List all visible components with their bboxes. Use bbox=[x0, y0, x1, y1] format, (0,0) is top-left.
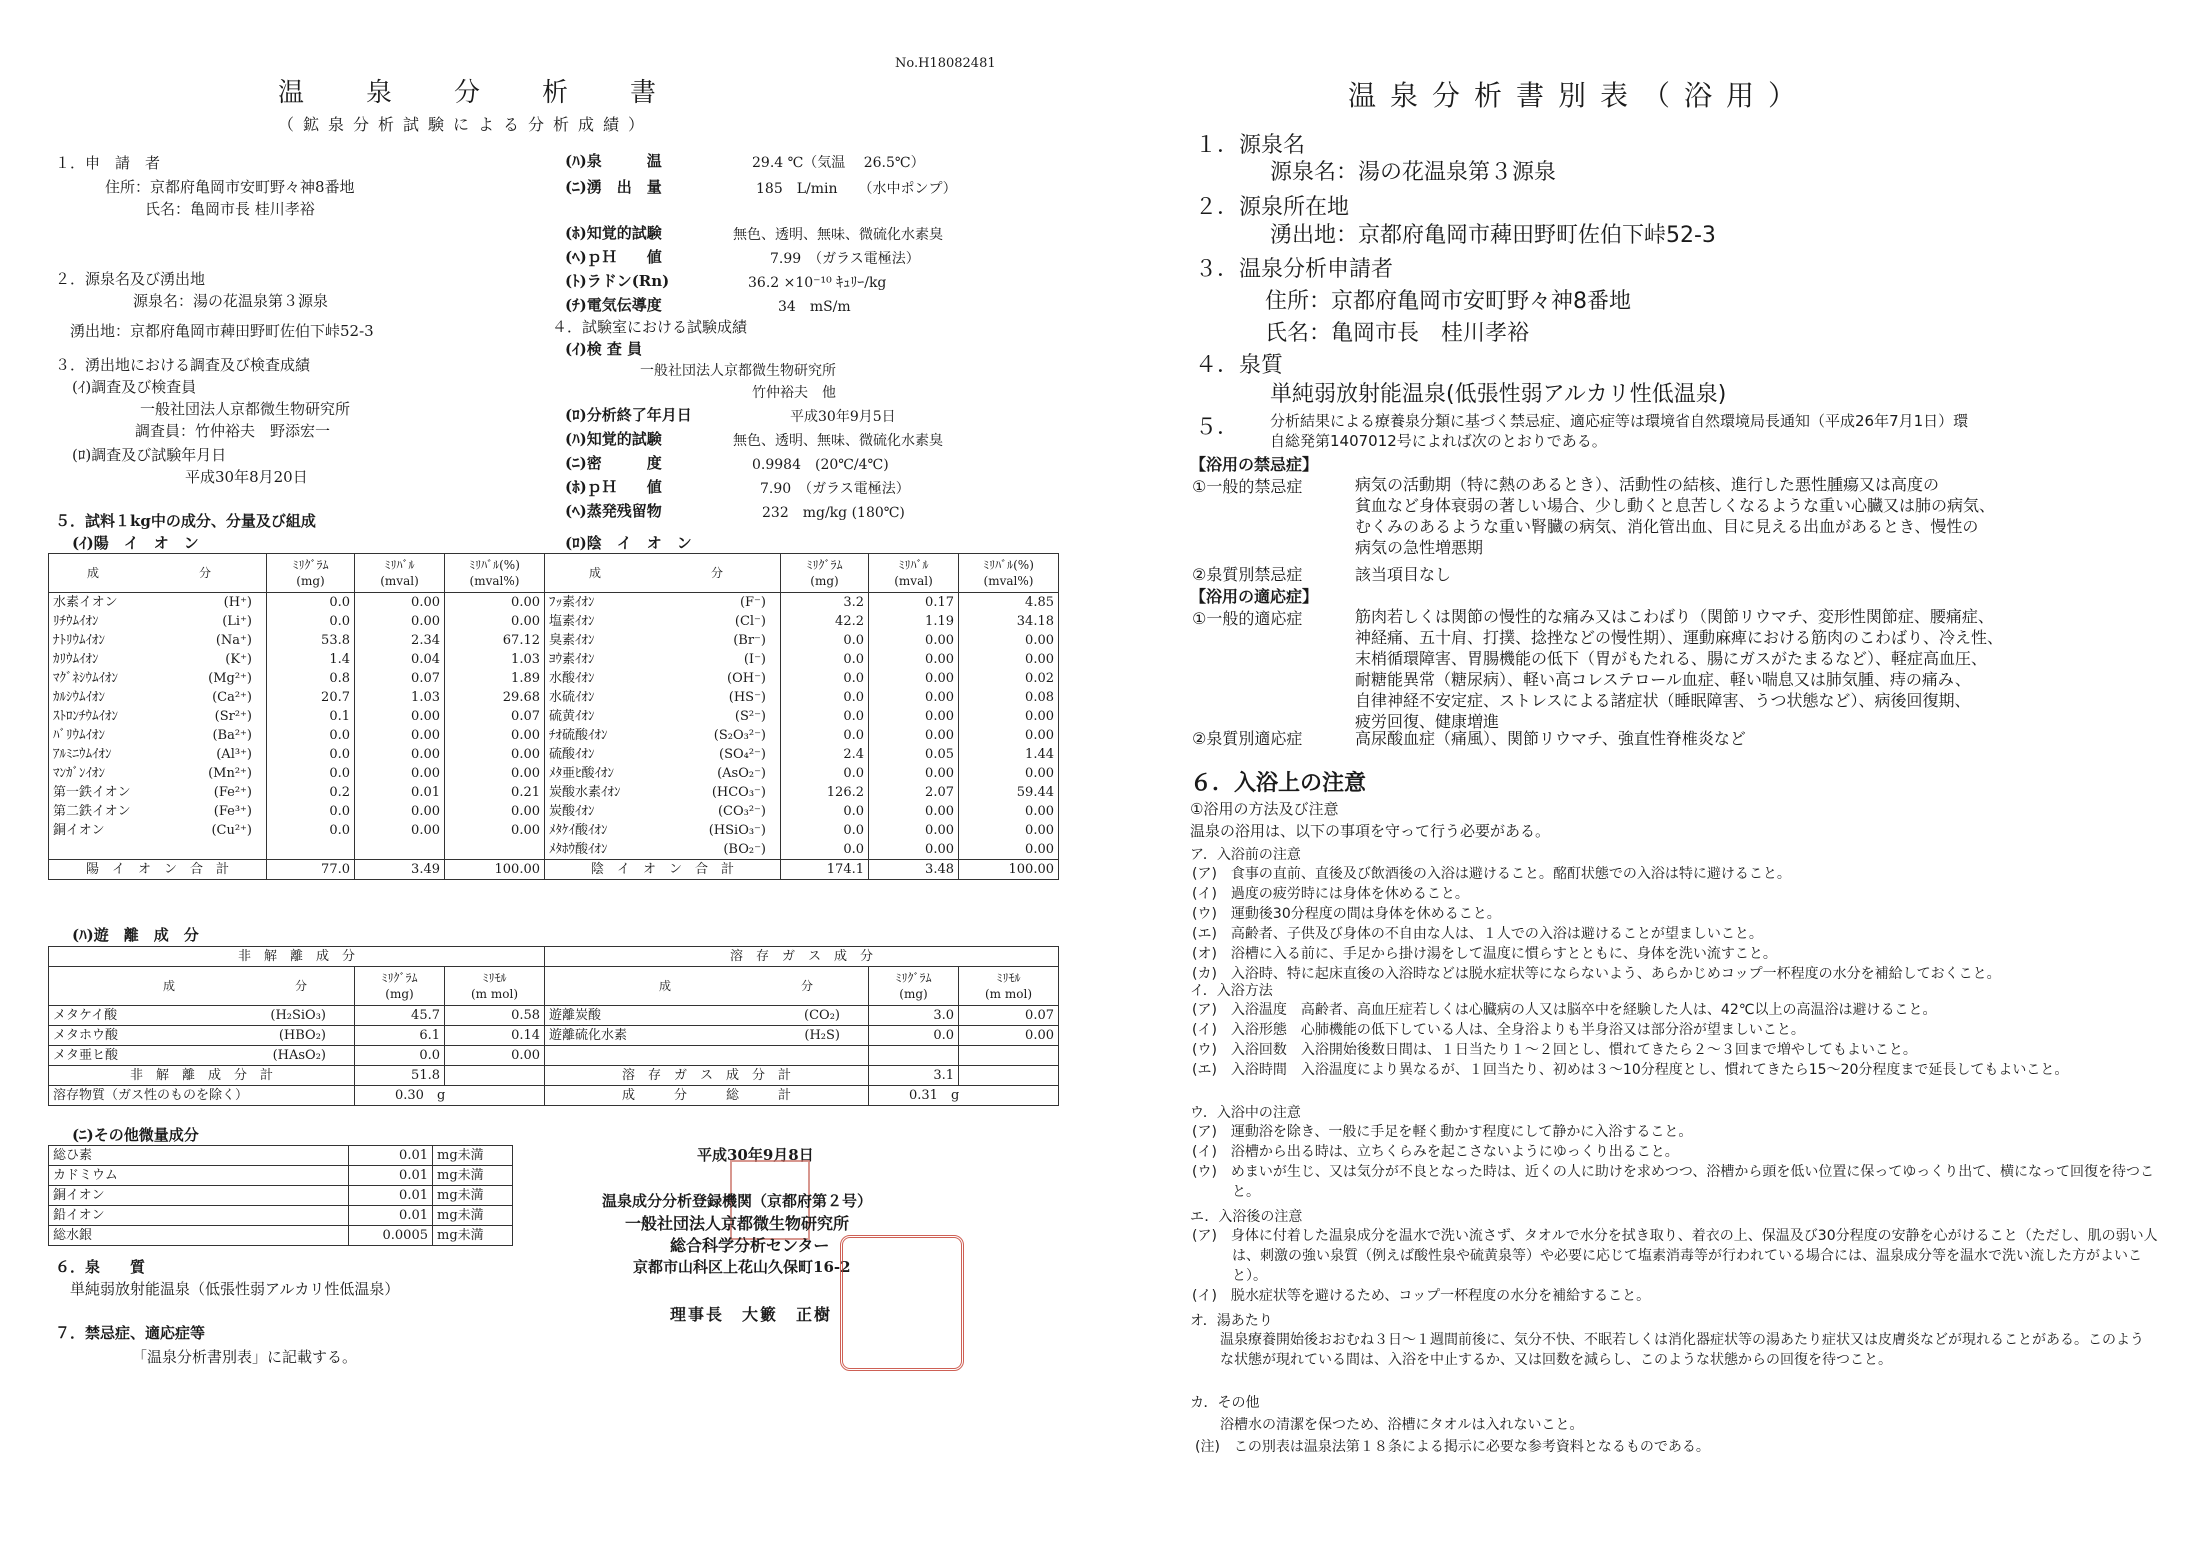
lab-label-4: (ﾎ)ｐＨ 値 bbox=[565, 478, 662, 496]
contra-general-label: ①一般的禁忌症 bbox=[1192, 477, 1303, 496]
r-s2-text: 湧出地：京都府亀岡市薭田野町佐伯下峠52-3 bbox=[1270, 223, 1716, 248]
list-item: (エ) 入浴時間 入浴温度により異なるが、１回当たり、初めは３～10分程度とし、慣れてきたら15～20分程度まで延長してもよいこと。 bbox=[1192, 1062, 2069, 1078]
ion-name: 第一鉄イオン bbox=[53, 785, 131, 800]
trace-table bbox=[48, 1145, 513, 1246]
r-s1-text: 源泉名：湯の花温泉第３源泉 bbox=[1270, 160, 1557, 185]
lab-label-2: (ﾊ)知覚的試験 bbox=[565, 430, 662, 448]
list-item: (イ) 過度の疲労時には身体を休めること。 bbox=[1192, 886, 1469, 902]
ion-symbol: (Sr²⁺) bbox=[214, 709, 252, 724]
solute-row: 溶存物質（ガス性のものを除く） 0.30 g bbox=[49, 1086, 545, 1106]
r-s3-address: 住所：京都府亀岡市安町野々神8番地 bbox=[1265, 289, 1631, 314]
applicant-address: 住所：京都府亀岡市安町野々神8番地 bbox=[105, 178, 355, 196]
k-heading: カ．その他 bbox=[1190, 1395, 1260, 1411]
e-heading: エ．入浴後の注意 bbox=[1190, 1209, 1303, 1225]
list-item: (イ) 脱水症状等を避けるため、コップ一杯程度の水分を補給すること。 bbox=[1192, 1288, 1651, 1304]
lab-value-1: 平成30年9月5日 bbox=[790, 409, 896, 425]
trace-heading: (ﾆ)その他微量成分 bbox=[72, 1126, 199, 1144]
table-row: 遊離炭酸 (CO₂) 3.0 0.07 bbox=[545, 1006, 1059, 1026]
field-value-3: 無色、透明、無味、微硫化水素臭 bbox=[733, 227, 943, 243]
r-s5-line2: 自総発第1407012号によれば次のとおりである。 bbox=[1270, 432, 1607, 450]
table-row: 炭酸水素ｲｵﾝ (HCO₃⁻) 126.2 2.07 59.44 bbox=[545, 783, 1059, 802]
component-name: メタ亜ヒ酸 bbox=[53, 1048, 119, 1063]
ion-name: 水酸ｲｵﾝ bbox=[549, 671, 595, 686]
s4-org: 一般社団法人京都微生物研究所 bbox=[640, 363, 836, 379]
anion-col-pct: ﾐﾘﾊﾞﾙ(%) (mval%) bbox=[959, 554, 1059, 593]
ion-symbol: (Na⁺) bbox=[215, 633, 252, 648]
anion-heading: (ﾛ)陰 イ オ ン bbox=[565, 534, 692, 552]
table-row: カドミウム 0.01 mg未満 bbox=[49, 1166, 513, 1186]
list-item: 筋肉若しくは関節の慢性的な痛み又はこわばり（関節リウマチ、変形性関節症、腰痛症、 bbox=[1355, 607, 1994, 626]
r-s6-sub: ①浴用の方法及び注意 bbox=[1190, 800, 1339, 818]
ion-col-mg: ﾐﾘｸﾞﾗﾑ (mg) bbox=[267, 554, 355, 593]
ion-name: ﾒﾀﾎｳ酸ｲｵﾝ bbox=[549, 842, 608, 857]
ion-symbol: (Fe³⁺) bbox=[213, 804, 252, 819]
report-title: 温泉分析書 bbox=[278, 78, 719, 108]
ion-symbol: (Ba²⁺) bbox=[212, 728, 252, 743]
issue-date: 平成30年9月8日 bbox=[697, 1146, 814, 1164]
free-heading: (ﾊ)遊 離 成 分 bbox=[72, 926, 199, 944]
ion-name: 水硫ｲｵﾝ bbox=[549, 690, 595, 705]
field-label-6: (ﾁ)電気伝導度 bbox=[565, 296, 662, 314]
anion-col-mg: ﾐﾘｸﾞﾗﾑ (mg) bbox=[781, 554, 869, 593]
nondiss-total-row: 非 解 離 成 分 計 51.8 bbox=[49, 1066, 545, 1086]
nondissociated-table bbox=[48, 946, 545, 1106]
a-items bbox=[1192, 864, 2001, 984]
i-items bbox=[1192, 1000, 2152, 1080]
anion-table-header bbox=[545, 554, 1059, 593]
field-value-4: 7.99 （ガラス電極法） bbox=[770, 251, 920, 267]
cation-table bbox=[48, 553, 545, 880]
list-item: 疲労回復、健康増進 bbox=[1355, 712, 1500, 731]
lab-value-3: 0.9984 (20℃/4℃) bbox=[752, 457, 889, 473]
ion-symbol: (AsO₂⁻) bbox=[717, 766, 766, 781]
ion-symbol: (CO₃²⁻) bbox=[717, 804, 766, 819]
r-s6-intro: 温泉の浴用は、以下の事項を守って行う必要がある。 bbox=[1190, 822, 1551, 840]
lab-label-1: (ﾛ)分析終了年月日 bbox=[565, 406, 692, 424]
lab-value-5: 232 mg/kg (180℃) bbox=[762, 505, 905, 521]
table-row: ﾏﾝｶﾞﾝｲｵﾝ (Mn²⁺) 0.0 0.00 0.00 bbox=[49, 764, 545, 783]
table-row: メタホウ酸 (HBO₂) 6.1 0.14 bbox=[49, 1026, 545, 1046]
dissolved-gas-table bbox=[544, 946, 1059, 1106]
o-text: 温泉療養開始後おおむね３日～１週間前後に、気分不快、不眠若しくは消化器症状等の湯あたり症状又は皮膚炎などが現れることがある。このような状態が現れている間は、入浴を中止するか、又は回数を減らし、このような状態からの回復を待つこと。 bbox=[1220, 1332, 2144, 1368]
list-item: (ウ) めまいが生じ、又は気分が不良となった時は、近くの人に助けを求めつつ、浴槽から頭を低い位置に保ってゆっくり出て、横になって回復を待つこと。 bbox=[1192, 1164, 2154, 1200]
ion-symbol: (S²⁻) bbox=[734, 709, 766, 724]
anion-table bbox=[544, 553, 1059, 880]
list-item: 耐糖能異常（糖尿病）、軽い高コレステロール血症、軽い喘息又は肺気腫、痔の痛み、 bbox=[1355, 670, 1971, 689]
ion-name: 炭酸ｲｵﾝ bbox=[549, 804, 595, 819]
table-row: 臭素ｲｵﾝ (Br⁻) 0.0 0.00 0.00 bbox=[545, 631, 1059, 650]
nondiss-heading-row: 非 解 離 成 分 bbox=[49, 947, 545, 967]
e-items bbox=[1192, 1226, 2172, 1306]
ion-name: 炭酸水素ｲｵﾝ bbox=[549, 785, 621, 800]
list-item: (イ) 浴槽から出る時は、立ちくらみを起こさないようにゆっくり出ること。 bbox=[1192, 1144, 1679, 1160]
gas-empty-row bbox=[545, 1046, 1059, 1066]
ion-symbol: (Mn²⁺) bbox=[208, 766, 252, 781]
s3-heading: ３．湧出地における調査及び検査成績 bbox=[55, 356, 311, 374]
table-row: ﾖｳ素ｲｵﾝ (I⁻) 0.0 0.00 0.00 bbox=[545, 650, 1059, 669]
table-row: 銅イオン 0.01 mg未満 bbox=[49, 1186, 513, 1206]
ion-name: ﾒﾀ亜ﾋ酸ｲｵﾝ bbox=[549, 766, 615, 781]
i-heading: イ．入浴方法 bbox=[1190, 983, 1273, 999]
anion-col-mval: ﾐﾘﾊﾞﾙ (mval) bbox=[869, 554, 959, 593]
field-label-4: (ﾍ)ｐＨ 値 bbox=[565, 248, 662, 266]
cation-total-row: 陽 イ オ ン 合 計 77.0 3.49 100.00 bbox=[49, 860, 545, 880]
o-heading: オ．湯あたり bbox=[1190, 1313, 1273, 1329]
ion-name: ﾌｯ素ｲｵﾝ bbox=[549, 595, 595, 610]
table-row: 炭酸ｲｵﾝ (CO₃²⁻) 0.0 0.00 0.00 bbox=[545, 802, 1059, 821]
table-row: 硫黄ｲｵﾝ (S²⁻) 0.0 0.00 0.00 bbox=[545, 707, 1059, 726]
ion-symbol: (Ca²⁺) bbox=[212, 690, 252, 705]
anion-col-component: 成 分 bbox=[545, 554, 781, 593]
table-row: ｱﾙﾐﾆｳﾑｲｵﾝ (Al³⁺) 0.0 0.00 0.00 bbox=[49, 745, 545, 764]
component-name: 遊離炭酸 bbox=[549, 1008, 602, 1023]
field-label-1: (ﾊ)泉 温 bbox=[565, 152, 662, 170]
component-name: 遊離硫化水素 bbox=[549, 1028, 628, 1043]
ion-name: 水素イオン bbox=[53, 595, 118, 610]
r-s6-heading: ６．入浴上の注意 bbox=[1190, 771, 1367, 796]
ion-symbol: (Fe²⁺) bbox=[213, 785, 252, 800]
table-row: 総ひ素 0.01 mg未満 bbox=[49, 1146, 513, 1166]
indic-heading: 【浴用の適応症】 bbox=[1190, 587, 1319, 606]
r-s5-line1: 分析結果による療養泉分類に基づく禁忌症、適応症等は環境省自然環境局長通知（平成26年7月1日）環 bbox=[1270, 412, 1969, 430]
table-row: メタ亜ヒ酸 (HAsO₂) 0.0 0.00 bbox=[49, 1046, 545, 1066]
list-item: (カ) 入浴時、特に起床直後の入浴時などは脱水症状等にならないよう、あらかじめコップ一杯程度の水分を補給しておくこと。 bbox=[1192, 966, 2001, 982]
nondiss-header: 成 分 ﾐﾘｸﾞﾗﾑ (mg) ﾐﾘﾓﾙ (m mol) bbox=[49, 967, 545, 1006]
list-item: (オ) 浴槽に入る前に、手足から掛け湯をして温度に慣らすとともに、身体を洗い流すこと。 bbox=[1192, 946, 1777, 962]
table-row: 水酸ｲｵﾝ (OH⁻) 0.0 0.00 0.02 bbox=[545, 669, 1059, 688]
u-heading: ウ．入浴中の注意 bbox=[1190, 1105, 1301, 1121]
ion-name: ｽﾄﾛﾝﾁｳﾑｲｵﾝ bbox=[53, 709, 118, 724]
field-label-2: (ﾆ)湧 出 量 bbox=[565, 178, 662, 196]
component-name: メタホウ酸 bbox=[53, 1028, 119, 1043]
s2-heading: ２．源泉名及び湧出地 bbox=[55, 270, 206, 288]
ion-name: ﾅﾄﾘｳﾑｲｵﾝ bbox=[53, 633, 105, 648]
ion-symbol: (H⁺) bbox=[223, 595, 252, 610]
ion-col-mval: ﾐﾘﾊﾞﾙ (mval) bbox=[355, 554, 445, 593]
s7-heading: ７．禁忌症、適応症等 bbox=[55, 1324, 206, 1342]
table-row: 硫酸ｲｵﾝ (SO₄²⁻) 2.4 0.05 1.44 bbox=[545, 745, 1059, 764]
field-value-6: 34 mS/m bbox=[778, 299, 851, 315]
list-item: 貧血など身体衰弱の著しい場合、少し動くと息苦しくなるような重い心臓又は肺の病気、 bbox=[1355, 496, 1996, 515]
table-row: 鉛イオン 0.01 mg未満 bbox=[49, 1206, 513, 1226]
s3-date: 平成30年8月20日 bbox=[185, 468, 308, 486]
field-label-5: (ﾄ)ラドン(Rn) bbox=[565, 272, 670, 290]
issuer-line3: 総合科学分析センター bbox=[670, 1236, 830, 1255]
table-row bbox=[49, 840, 545, 860]
list-item: 病気の活動期（特に熱のあるとき）、活動性の結核、進行した悪性腫瘍又は高度の bbox=[1355, 475, 1940, 494]
table-row: 遊離硫化水素 (H₂S) 0.0 0.00 bbox=[545, 1026, 1059, 1046]
contra-specific-text: 該当項目なし bbox=[1355, 565, 1452, 584]
r-s3-name: 氏名：亀岡市長 桂川孝裕 bbox=[1265, 321, 1530, 346]
lab-value-2: 無色、透明、無味、微硫化水素臭 bbox=[733, 433, 943, 449]
ion-name: ﾊﾞﾘｳﾑｲｵﾝ bbox=[53, 728, 105, 743]
ion-symbol: (I⁻) bbox=[743, 652, 766, 667]
s6-heading: ６．泉 質 bbox=[55, 1258, 146, 1276]
s7-text: 「温泉分析書別表」に記載する。 bbox=[132, 1348, 358, 1366]
list-item: (イ) 入浴形態 心肺機能の低下している人は、全身浴よりも半身浴又は部分浴が望ましいこと。 bbox=[1192, 1022, 1805, 1038]
ion-symbol: (Cl⁻) bbox=[734, 614, 766, 629]
list-item: (ア) 身体に付着した温泉成分を温水で洗い流さず、タオルで水分を拭き取り、着衣の上、保温及び30分程度の安静を心がけること（ただし、肌の弱い人は、刺激の強い泉質（例えば酸性泉や硫黄泉等）や必要に応じて塩素消毒等が行われている場合には、温泉成分等を温水で洗い流した方がよいこと）。 bbox=[1192, 1228, 2158, 1284]
s3-org: 一般社団法人京都微生物研究所 bbox=[140, 400, 351, 418]
lab-label-5: (ﾍ)蒸発残留物 bbox=[565, 502, 662, 520]
s3-sub-i: (ｲ)調査及び検査員 bbox=[72, 378, 197, 396]
table-row: ﾒﾀﾎｳ酸ｲｵﾝ (BO₂⁻) 0.0 0.00 0.00 bbox=[545, 840, 1059, 860]
ion-symbol: (Br⁻) bbox=[733, 633, 766, 648]
list-item: (エ) 高齢者、子供及び身体の不自由な人は、１人での入浴は避けることが望ましいこと。 bbox=[1192, 926, 1763, 942]
table-row: ﾊﾞﾘｳﾑｲｵﾝ (Ba²⁺) 0.0 0.00 0.00 bbox=[49, 726, 545, 745]
ion-name: 銅イオン bbox=[53, 823, 105, 838]
component-formula: (H₂S) bbox=[804, 1028, 840, 1043]
s4-sub-i: (ｲ)検 査 員 bbox=[565, 340, 643, 358]
table-row: ｶﾘｳﾑｲｵﾝ (K⁺) 1.4 0.04 1.03 bbox=[49, 650, 545, 669]
s3-inspectors: 調査員：竹仲裕夫 野添宏一 bbox=[135, 422, 331, 440]
ion-symbol: (Mg²⁺) bbox=[208, 671, 252, 686]
gas-heading-row: 溶 存 ガ ス 成 分 bbox=[545, 947, 1059, 967]
s4-inspector: 竹仲裕夫 他 bbox=[752, 385, 836, 401]
table-row: 水素イオン (H⁺) 0.0 0.00 0.00 bbox=[49, 593, 545, 613]
issuer-line4: 京都市山科区上花山久保町16-2 bbox=[633, 1258, 851, 1276]
table-row: 総水銀 0.0005 mg未満 bbox=[49, 1226, 513, 1246]
gas-header: 成 分 ﾐﾘｸﾞﾗﾑ (mg) ﾐﾘﾓﾙ (m mol) bbox=[545, 967, 1059, 1006]
ion-name: ﾒﾀｹｲ酸ｲｵﾝ bbox=[549, 823, 608, 838]
appendix-note: (注) この別表は温泉法第１８条による掲示に必要な参考資料となるものである。 bbox=[1195, 1439, 1710, 1455]
ion-name: ﾁｵ硫酸ｲｵﾝ bbox=[549, 728, 608, 743]
a-heading: ア．入浴前の注意 bbox=[1190, 847, 1301, 863]
u-items bbox=[1192, 1122, 2172, 1202]
list-item: (ウ) 運動後30分程度の間は身体を休めること。 bbox=[1192, 906, 1501, 922]
table-row: 銅イオン (Cu²⁺) 0.0 0.00 0.00 bbox=[49, 821, 545, 840]
component-name: メタケイ酸 bbox=[53, 1008, 118, 1023]
list-item: (ア) 運動浴を除き、一般に手足を軽く動かす程度にして静かに入浴すること。 bbox=[1192, 1124, 1693, 1140]
ion-symbol: (OH⁻) bbox=[727, 671, 766, 686]
component-formula: (HAsO₂) bbox=[272, 1048, 326, 1063]
k-text: 浴槽水の清潔を保つため、浴槽にタオルは入れないこと。 bbox=[1220, 1417, 1584, 1433]
field-value-1: 29.4 ℃（気温 26.5℃） bbox=[752, 155, 925, 171]
table-row: ﾁｵ硫酸ｲｵﾝ (S₂O₃²⁻) 0.0 0.00 0.00 bbox=[545, 726, 1059, 745]
field-value-2: 185 L/min （水中ポンプ） bbox=[756, 181, 957, 197]
r-s5-heading: ５． bbox=[1195, 415, 1240, 440]
ion-symbol: (HSiO₃⁻) bbox=[708, 823, 766, 838]
field-value-5: 36.2 ×10⁻¹⁰ ｷｭﾘｰ/kg bbox=[748, 275, 887, 291]
r-s1-heading: １．源泉名 bbox=[1195, 133, 1306, 158]
ion-symbol: (SO₄²⁻) bbox=[719, 747, 766, 762]
indic-general-text bbox=[1355, 606, 2003, 732]
list-item: (ウ) 入浴回数 入浴開始後数日間は、１日当たり１～２回とし、慣れてきたら２～３回まで増やしてもよいこと。 bbox=[1192, 1042, 1917, 1058]
ion-symbol: (HS⁻) bbox=[728, 690, 766, 705]
bathing-appendix-page bbox=[1100, 0, 2200, 1556]
cation-heading: (ｲ)陽 イ オ ン bbox=[72, 534, 199, 552]
ion-name: ｱﾙﾐﾆｳﾑｲｵﾝ bbox=[53, 747, 112, 762]
ion-name: ﾏｸﾞﾈｼｳﾑｲｵﾝ bbox=[53, 671, 118, 686]
table-row: ﾘﾁｳﾑｲｵﾝ (Li⁺) 0.0 0.00 0.00 bbox=[49, 612, 545, 631]
contra-general-text bbox=[1355, 474, 1995, 558]
ion-symbol: (S₂O₃²⁻) bbox=[713, 728, 766, 743]
appendix-title: 温泉分析書別表（浴用） bbox=[1348, 79, 1811, 112]
issuer-line1: 温泉成分分析登録機関（京都府第２号） bbox=[602, 1192, 873, 1210]
ion-symbol: (Al³⁺) bbox=[216, 747, 252, 762]
field-label-3: (ﾎ)知覚的試験 bbox=[565, 224, 662, 242]
table-row: 塩素ｲｵﾝ (Cl⁻) 42.2 1.19 34.18 bbox=[545, 612, 1059, 631]
indic-general-label: ①一般的適応症 bbox=[1192, 609, 1303, 628]
r-s4-text: 単純弱放射能温泉(低張性弱アルカリ性低温泉) bbox=[1270, 382, 1727, 407]
ion-name: 臭素ｲｵﾝ bbox=[549, 633, 595, 648]
ion-symbol: (K⁺) bbox=[225, 652, 252, 667]
table-row: 水硫ｲｵﾝ (HS⁻) 0.0 0.00 0.08 bbox=[545, 688, 1059, 707]
ion-symbol: (Cu²⁺) bbox=[211, 823, 252, 838]
table-row: ﾒﾀ亜ﾋ酸ｲｵﾝ (AsO₂⁻) 0.0 0.00 0.00 bbox=[545, 764, 1059, 783]
r-s3-heading: ３．温泉分析申請者 bbox=[1195, 257, 1394, 282]
table-row: 第二鉄イオン (Fe³⁺) 0.0 0.00 0.00 bbox=[49, 802, 545, 821]
table-row: ｶﾙｼｳﾑｲｵﾝ (Ca²⁺) 20.7 1.03 29.68 bbox=[49, 688, 545, 707]
ion-symbol: (Li⁺) bbox=[222, 614, 252, 629]
r-s2-heading: ２．源泉所在地 bbox=[1195, 195, 1350, 220]
report-number: No.H18082481 bbox=[895, 56, 996, 71]
applicant-name: 氏名：亀岡市長 桂川孝裕 bbox=[145, 200, 315, 218]
ion-name: 硫黄ｲｵﾝ bbox=[549, 709, 595, 724]
ion-name: ﾖｳ素ｲｵﾝ bbox=[549, 652, 595, 667]
ion-symbol: (BO₂⁻) bbox=[723, 842, 766, 857]
gas-total-row: 溶 存 ガ ス 成 分 計 3.1 bbox=[545, 1066, 1059, 1086]
s3-sub-ro: (ﾛ)調査及び試験年月日 bbox=[72, 446, 227, 464]
issuer-line2: 一般社団法人京都微生物研究所 bbox=[625, 1214, 850, 1233]
ion-name: 第二鉄イオン bbox=[53, 804, 131, 819]
component-formula: (HBO₂) bbox=[278, 1028, 326, 1043]
ion-name: 塩素ｲｵﾝ bbox=[549, 614, 595, 629]
component-formula: (H₂SiO₃) bbox=[270, 1008, 326, 1023]
list-item: (ア) 入浴温度 高齢者、高血圧症若しくは心臓病の人又は脳卒中を経験した人は、42℃以上の高温浴は避けること。 bbox=[1192, 1002, 1937, 1018]
ion-name: ﾘﾁｳﾑｲｵﾝ bbox=[53, 614, 99, 629]
official-seal bbox=[840, 1235, 964, 1371]
table-row: ﾒﾀｹｲ酸ｲｵﾝ (HSiO₃⁻) 0.0 0.00 0.00 bbox=[545, 821, 1059, 840]
grand-total-row: 成 分 総 計 0.31 g bbox=[545, 1086, 1059, 1106]
ion-name: ｶﾙｼｳﾑｲｵﾝ bbox=[53, 690, 105, 705]
anion-total-row: 陰 イ オ ン 合 計 174.1 3.48 100.00 bbox=[545, 860, 1059, 880]
table-row: ｽﾄﾛﾝﾁｳﾑｲｵﾝ (Sr²⁺) 0.1 0.00 0.07 bbox=[49, 707, 545, 726]
table-row: ﾅﾄﾘｳﾑｲｵﾝ (Na⁺) 53.8 2.34 67.12 bbox=[49, 631, 545, 650]
lab-value-4: 7.90 （ガラス電極法） bbox=[760, 481, 910, 497]
s1-heading: １．申 請 者 bbox=[55, 154, 161, 172]
contra-specific-label: ②泉質別禁忌症 bbox=[1192, 565, 1303, 584]
list-item: むくみのあるような重い腎臓の病気、消化管出血、目に見える出血があるとき、慢性の bbox=[1355, 517, 1979, 536]
component-formula: (CO₂) bbox=[804, 1008, 840, 1023]
ion-symbol: (HCO₃⁻) bbox=[711, 785, 766, 800]
ion-symbol: (F⁻) bbox=[739, 595, 766, 610]
ion-col-component: 成 分 bbox=[49, 554, 267, 593]
r-s4-heading: ４．泉質 bbox=[1195, 353, 1284, 378]
ion-col-pct: ﾐﾘﾊﾞﾙ(%) (mval%) bbox=[445, 554, 545, 593]
list-item: 自律神経不安定症、ストレスによる諸症状（睡眠障害、うつ状態など）、病後回復期、 bbox=[1355, 691, 1971, 710]
s4-heading: ４．試験室における試験成績 bbox=[552, 318, 748, 336]
list-item: (ア) 食事の直前、直後及び飲酒後の入浴は避けること。酩酊状態での入浴は特に避けること。 bbox=[1192, 866, 1791, 882]
s5-heading: ５．試料１kg中の成分、分量及び組成 bbox=[55, 512, 316, 530]
contra-heading: 【浴用の禁忌症】 bbox=[1190, 455, 1319, 474]
report-subtitle: （鉱泉分析試験による分析成績） bbox=[278, 115, 654, 134]
list-item: 末梢循環障害、胃腸機能の低下（胃がもたれる、腸にガスがたまるなど）、軽症高血圧、 bbox=[1355, 649, 1988, 668]
table-row: 第一鉄イオン (Fe²⁺) 0.2 0.01 0.21 bbox=[49, 783, 545, 802]
s6-text: 単純弱放射能温泉（低張性弱アルカリ性低温泉） bbox=[70, 1280, 400, 1298]
issuer-line5: 理事長 大籔 正樹 bbox=[670, 1305, 833, 1324]
table-row: メタケイ酸 (H₂SiO₃) 45.7 0.58 bbox=[49, 1006, 545, 1026]
ion-name: ﾏﾝｶﾞﾝｲｵﾝ bbox=[53, 766, 105, 781]
cation-table-header bbox=[49, 554, 545, 593]
table-row: ﾏｸﾞﾈｼｳﾑｲｵﾝ (Mg²⁺) 0.8 0.07 1.89 bbox=[49, 669, 545, 688]
spring-location: 湧出地：京都府亀岡市薭田野町佐伯下峠52-3 bbox=[70, 322, 374, 340]
lab-label-3: (ﾆ)密 度 bbox=[565, 454, 662, 472]
list-item: 病気の急性増悪期 bbox=[1355, 538, 1484, 557]
ion-name: ｶﾘｳﾑｲｵﾝ bbox=[53, 652, 99, 667]
indic-specific-label: ②泉質別適応症 bbox=[1192, 729, 1303, 748]
spring-name: 源泉名：湯の花温泉第３源泉 bbox=[133, 292, 329, 310]
indic-specific-text: 高尿酸血症（痛風）、関節リウマチ、強直性脊椎炎など bbox=[1355, 729, 1746, 748]
table-row: ﾌｯ素ｲｵﾝ (F⁻) 3.2 0.17 4.85 bbox=[545, 593, 1059, 613]
ion-name: 硫酸ｲｵﾝ bbox=[549, 747, 595, 762]
list-item: 神経痛、五十肩、打撲、捻挫などの慢性期）、運動麻痺における筋肉のこわばり、冷え性、 bbox=[1355, 628, 2004, 647]
